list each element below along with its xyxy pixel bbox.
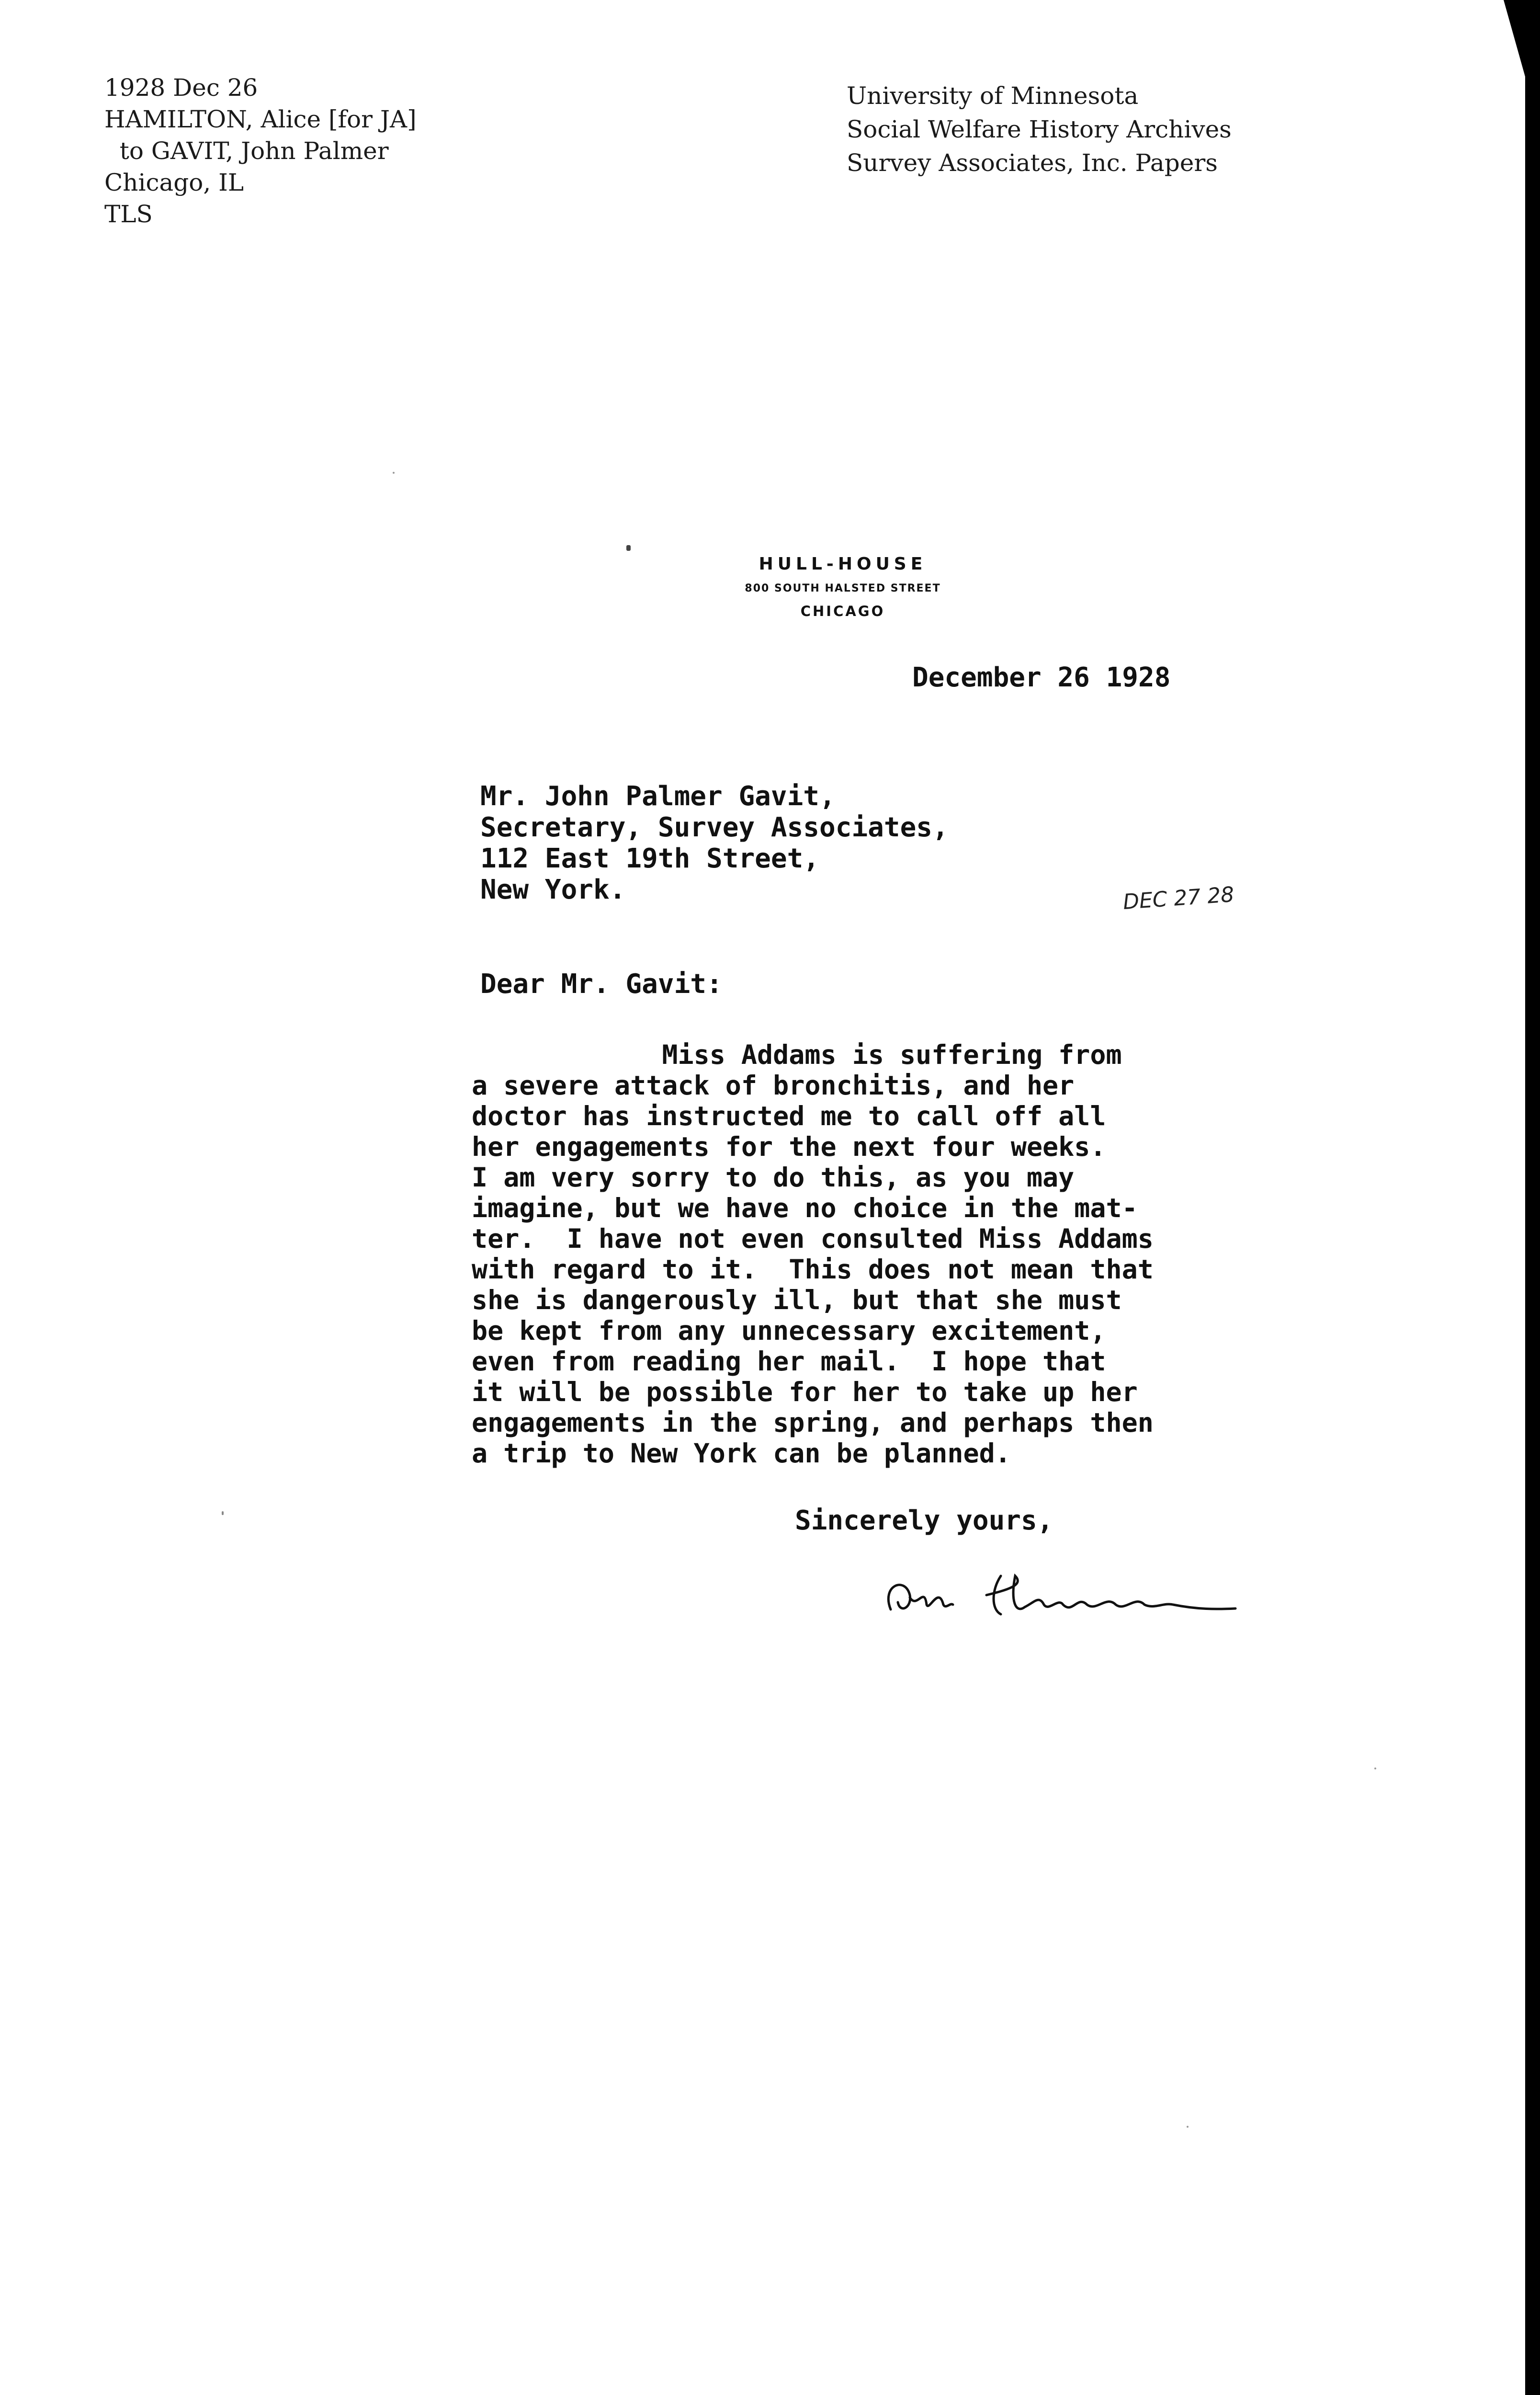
body-line: be kept from any unnecessary excitement,	[472, 1315, 1106, 1346]
body-line: a trip to New York can be planned.	[472, 1438, 1011, 1469]
archive-institution: University of Minnesota	[847, 82, 1139, 110]
body-line: it will be possible for her to take up her	[472, 1377, 1138, 1407]
received-stamp: DEC 27 28	[1122, 882, 1235, 915]
scan-speck	[222, 1511, 224, 1515]
archive-note	[847, 79, 1232, 180]
scan-speck	[1187, 2126, 1189, 2128]
catalog-recipient: to GAVIT, John Palmer	[104, 137, 389, 165]
letter-date: December 26 1928	[912, 662, 1171, 693]
signature-icon	[872, 1557, 1245, 1629]
letter-body	[472, 1039, 1154, 1469]
closing: Sincerely yours,	[795, 1505, 1053, 1536]
body-line: ter. I have not even consulted Miss Addams	[472, 1223, 1154, 1254]
catalog-date: 1928 Dec 26	[104, 74, 258, 102]
body-line: she is dangerously ill, but that she must	[472, 1285, 1122, 1315]
letterhead	[709, 551, 977, 623]
body-line: engagements in the spring, and perhaps then	[472, 1407, 1154, 1438]
scan-border	[1525, 0, 1540, 2395]
body-line: Miss Addams is suffering from	[472, 1039, 1122, 1070]
catalog-author: HAMILTON, Alice [for JA]	[104, 105, 417, 133]
scan-speck	[393, 472, 395, 474]
catalog-type: TLS	[104, 200, 153, 228]
body-line: doctor has instructed me to call off all	[472, 1101, 1106, 1131]
salutation: Dear Mr. Gavit:	[480, 969, 723, 1000]
body-line: imagine, but we have no choice in the mat-	[472, 1193, 1138, 1223]
catalog-place: Chicago, IL	[104, 169, 244, 196]
scan-speck	[626, 545, 631, 551]
address-line: New York.	[480, 874, 626, 905]
catalog-note	[104, 72, 417, 230]
body-line: even from reading her mail. I hope that	[472, 1346, 1106, 1377]
address-line: Mr. John Palmer Gavit,	[480, 781, 836, 812]
archive-papers: Survey Associates, Inc. Papers	[847, 149, 1218, 177]
scan-speck	[1374, 1768, 1376, 1769]
letterhead-name: HULL-HOUSE	[759, 554, 927, 574]
body-line: with regard to it. This does not mean that	[472, 1254, 1154, 1285]
letterhead-street: 800 SOUTH HALSTED STREET	[745, 582, 941, 594]
letterhead-city: CHICAGO	[800, 603, 885, 619]
address-line: Secretary, Survey Associates,	[480, 812, 949, 843]
address-line: 112 East 19th Street,	[480, 843, 820, 874]
body-line: I am very sorry to do this, as you may	[472, 1162, 1075, 1193]
body-line: her engagements for the next four weeks.	[472, 1131, 1106, 1162]
scan-corner	[1504, 0, 1525, 77]
body-line: a severe attack of bronchitis, and her	[472, 1070, 1075, 1101]
recipient-address	[480, 781, 949, 905]
archive-collection: Social Welfare History Archives	[847, 115, 1232, 143]
